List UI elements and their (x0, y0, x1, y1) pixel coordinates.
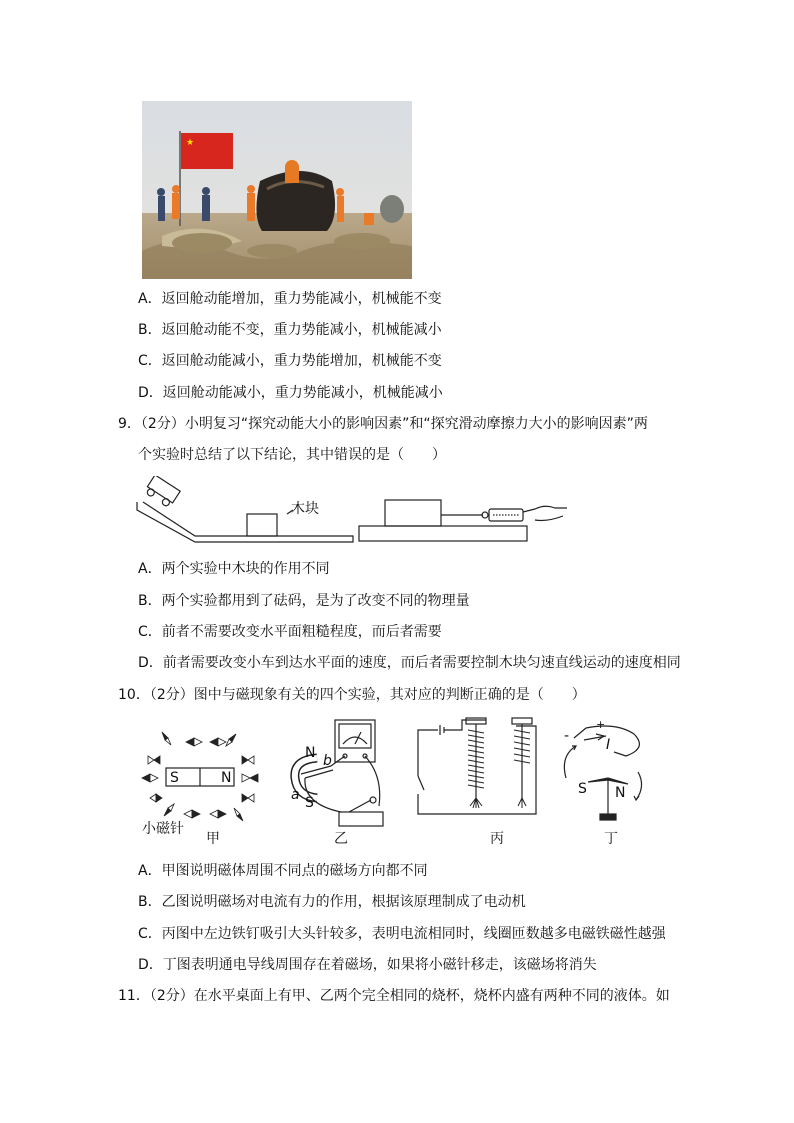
q9-option-c: C．前者不需要改变水平面粗糙程度，而后者需要 (138, 624, 442, 640)
yi-label-a: a (291, 787, 300, 803)
yi-magnet-n: N (305, 745, 316, 761)
q10-option-a: A．甲图说明磁体周围不同点的磁场方向都不同 (138, 863, 428, 879)
q11-stem-line1: 11．（2分）在水平桌面上有甲、乙两个完全相同的烧杯，烧杯内盛有两种不同的液体。如 (118, 988, 670, 1004)
q10-stem-line1: 10．（2分）图中与磁现象有关的四个实验，其对应的判断正确的是（ ） (118, 687, 586, 703)
ding-current-i: I (606, 737, 611, 753)
jia-magnet-n: N (221, 770, 232, 786)
q10-option-c: C．丙图中左边铁钉吸引大头针较多，表明电流相同时，线圈匝数越多电磁铁磁性越强 (138, 926, 666, 942)
ding-needle-s: S (578, 781, 587, 797)
q9-option-d: D．前者需要改变小车到达水平面的速度，而后者需要控制木块匀速直线运动的速度相同 (138, 655, 681, 671)
q8-option-c: C．返回舱动能减小，重力势能增加，机械能不变 (138, 353, 442, 369)
jia-magnet-s: S (170, 770, 179, 786)
ding-caption: 丁 (604, 831, 618, 847)
capsule-landing-photo (142, 101, 412, 279)
q9-stem-line1: 9．（2分）小明复习“探究动能大小的影响因素”和“探究滑动摩擦力大小的影响因素”两 (118, 416, 648, 432)
q10-figure-bing (414, 716, 544, 850)
q10-figure-ding (556, 716, 656, 850)
jia-caption: 甲 (206, 831, 220, 847)
q9-option-a: A．两个实验中木块的作用不同 (138, 561, 330, 577)
q8-option-b: B．返回舱动能不变，重力势能减小，机械能减小 (138, 322, 442, 338)
svg-text:★: ★ (186, 138, 195, 148)
bing-caption: 丙 (490, 831, 504, 847)
q8-option-d: D．返回舱动能减小，重力势能减小，机械能减小 (138, 385, 443, 401)
q9-figure (135, 476, 575, 548)
q8-option-a: A．返回舱动能增加，重力势能减小，机械能不变 (138, 291, 442, 307)
q9-block-label: 木块 (291, 501, 319, 517)
q10-figure-jia (138, 722, 263, 850)
q10-option-b: B．乙图说明磁场对电流有力的作用，根据该原理制成了电动机 (138, 894, 526, 910)
q9-option-b: B．两个实验都用到了砝码，是为了改变不同的物理量 (138, 593, 470, 609)
ding-minus: - (564, 728, 570, 744)
ding-plus: + (596, 718, 606, 731)
jia-needle-label: 小磁针 (142, 821, 184, 837)
ding-needle-n: N (615, 785, 626, 801)
q9-stem-line2: 个实验时总结了以下结论，其中错误的是（ ） (138, 447, 446, 463)
yi-magnet-s: S (305, 795, 314, 811)
yi-caption: 乙 (334, 831, 348, 847)
q10-figure-yi (283, 716, 393, 850)
q10-option-d: D．丁图表明通电导线周围存在着磁场，如果将小磁针移走，该磁场将消失 (138, 957, 597, 973)
yi-label-b: b (323, 753, 332, 769)
